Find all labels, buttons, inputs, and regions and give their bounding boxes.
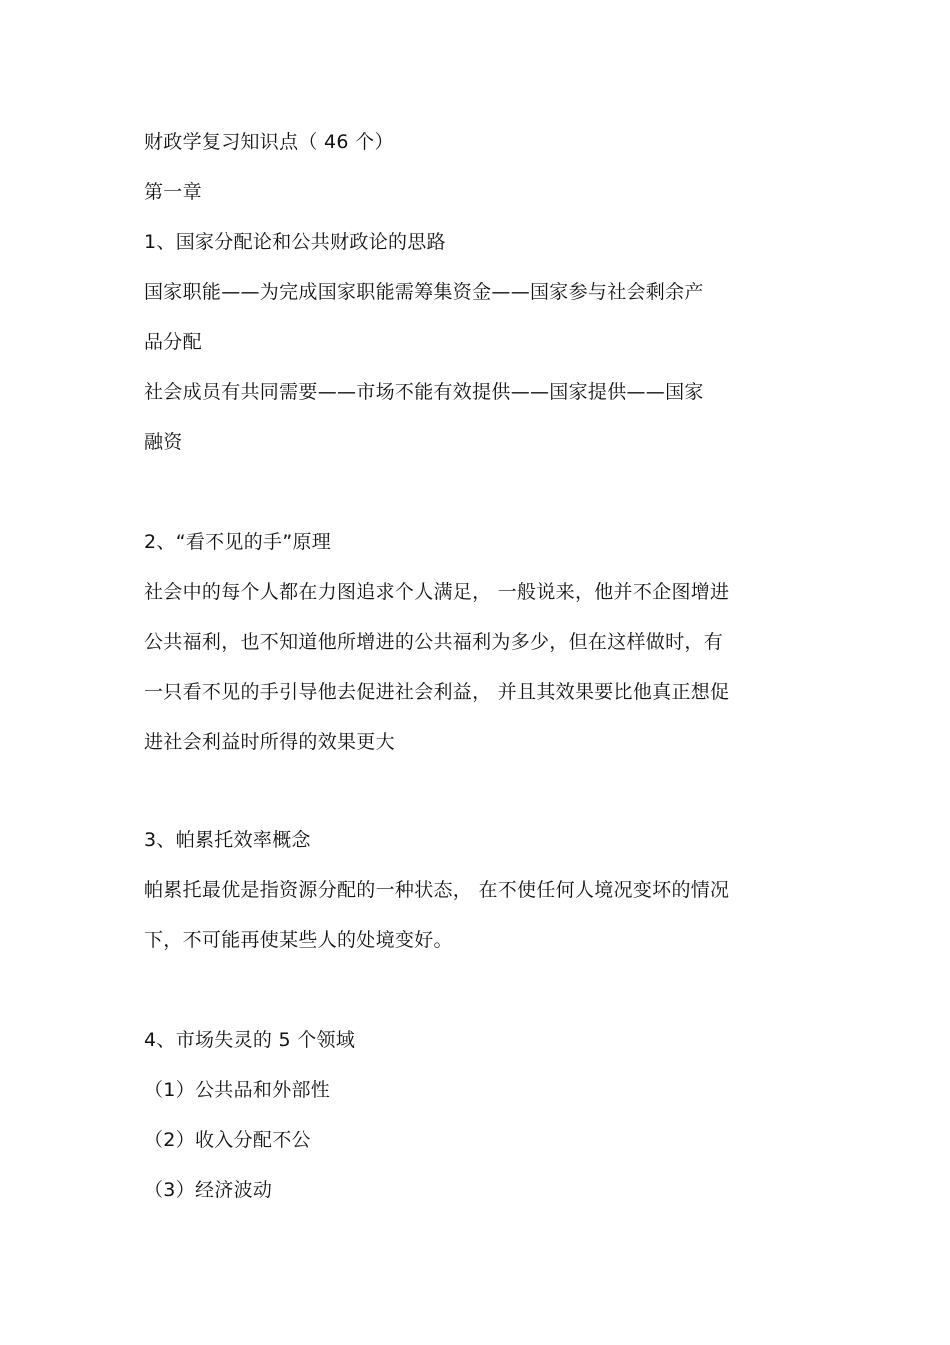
- document-title: 财政学复习知识点（ 46 个）: [144, 131, 394, 153]
- section-3-line-2: 下，不可能再使某些人的处境变好。: [144, 929, 453, 951]
- section-2-line-3: 一只看不见的手引导他去促进社会利益， 并且其效果要比他真正想促: [144, 681, 730, 703]
- section-1-line-2: 品分配: [144, 331, 202, 353]
- section-1-line-3: 社会成员有共同需要——市场不能有效提供——国家提供——国家: [144, 381, 704, 403]
- section-2-line-2: 公共福利，也不知道他所增进的公共福利为多少，但在这样做时，有: [144, 631, 724, 653]
- section-4-item-3: （3）经济波动: [144, 1179, 273, 1201]
- section-3-heading: 3、帕累托效率概念: [144, 829, 311, 851]
- section-1-line-4: 融资: [144, 431, 183, 453]
- section-1-heading: 1、国家分配论和公共财政论的思路: [144, 231, 446, 253]
- section-4-item-2: （2）收入分配不公: [144, 1129, 311, 1151]
- chapter-heading: 第一章: [144, 181, 202, 203]
- section-2-heading: 2、“看不见的手”原理: [144, 531, 332, 553]
- section-2-line-1: 社会中的每个人都在力图追求个人满足， 一般说来，他并不企图增进: [144, 581, 730, 603]
- section-2-line-4: 进社会利益时所得的效果更大: [144, 731, 395, 753]
- section-1-line-1: 国家职能——为完成国家职能需筹集资金——国家参与社会剩余产: [144, 281, 704, 303]
- section-3-line-1: 帕累托最优是指资源分配的一种状态， 在不使任何人境况变坏的情况: [144, 879, 730, 901]
- section-4-heading: 4、市场失灵的 5 个领域: [144, 1029, 356, 1051]
- section-4-item-1: （1）公共品和外部性: [144, 1079, 331, 1101]
